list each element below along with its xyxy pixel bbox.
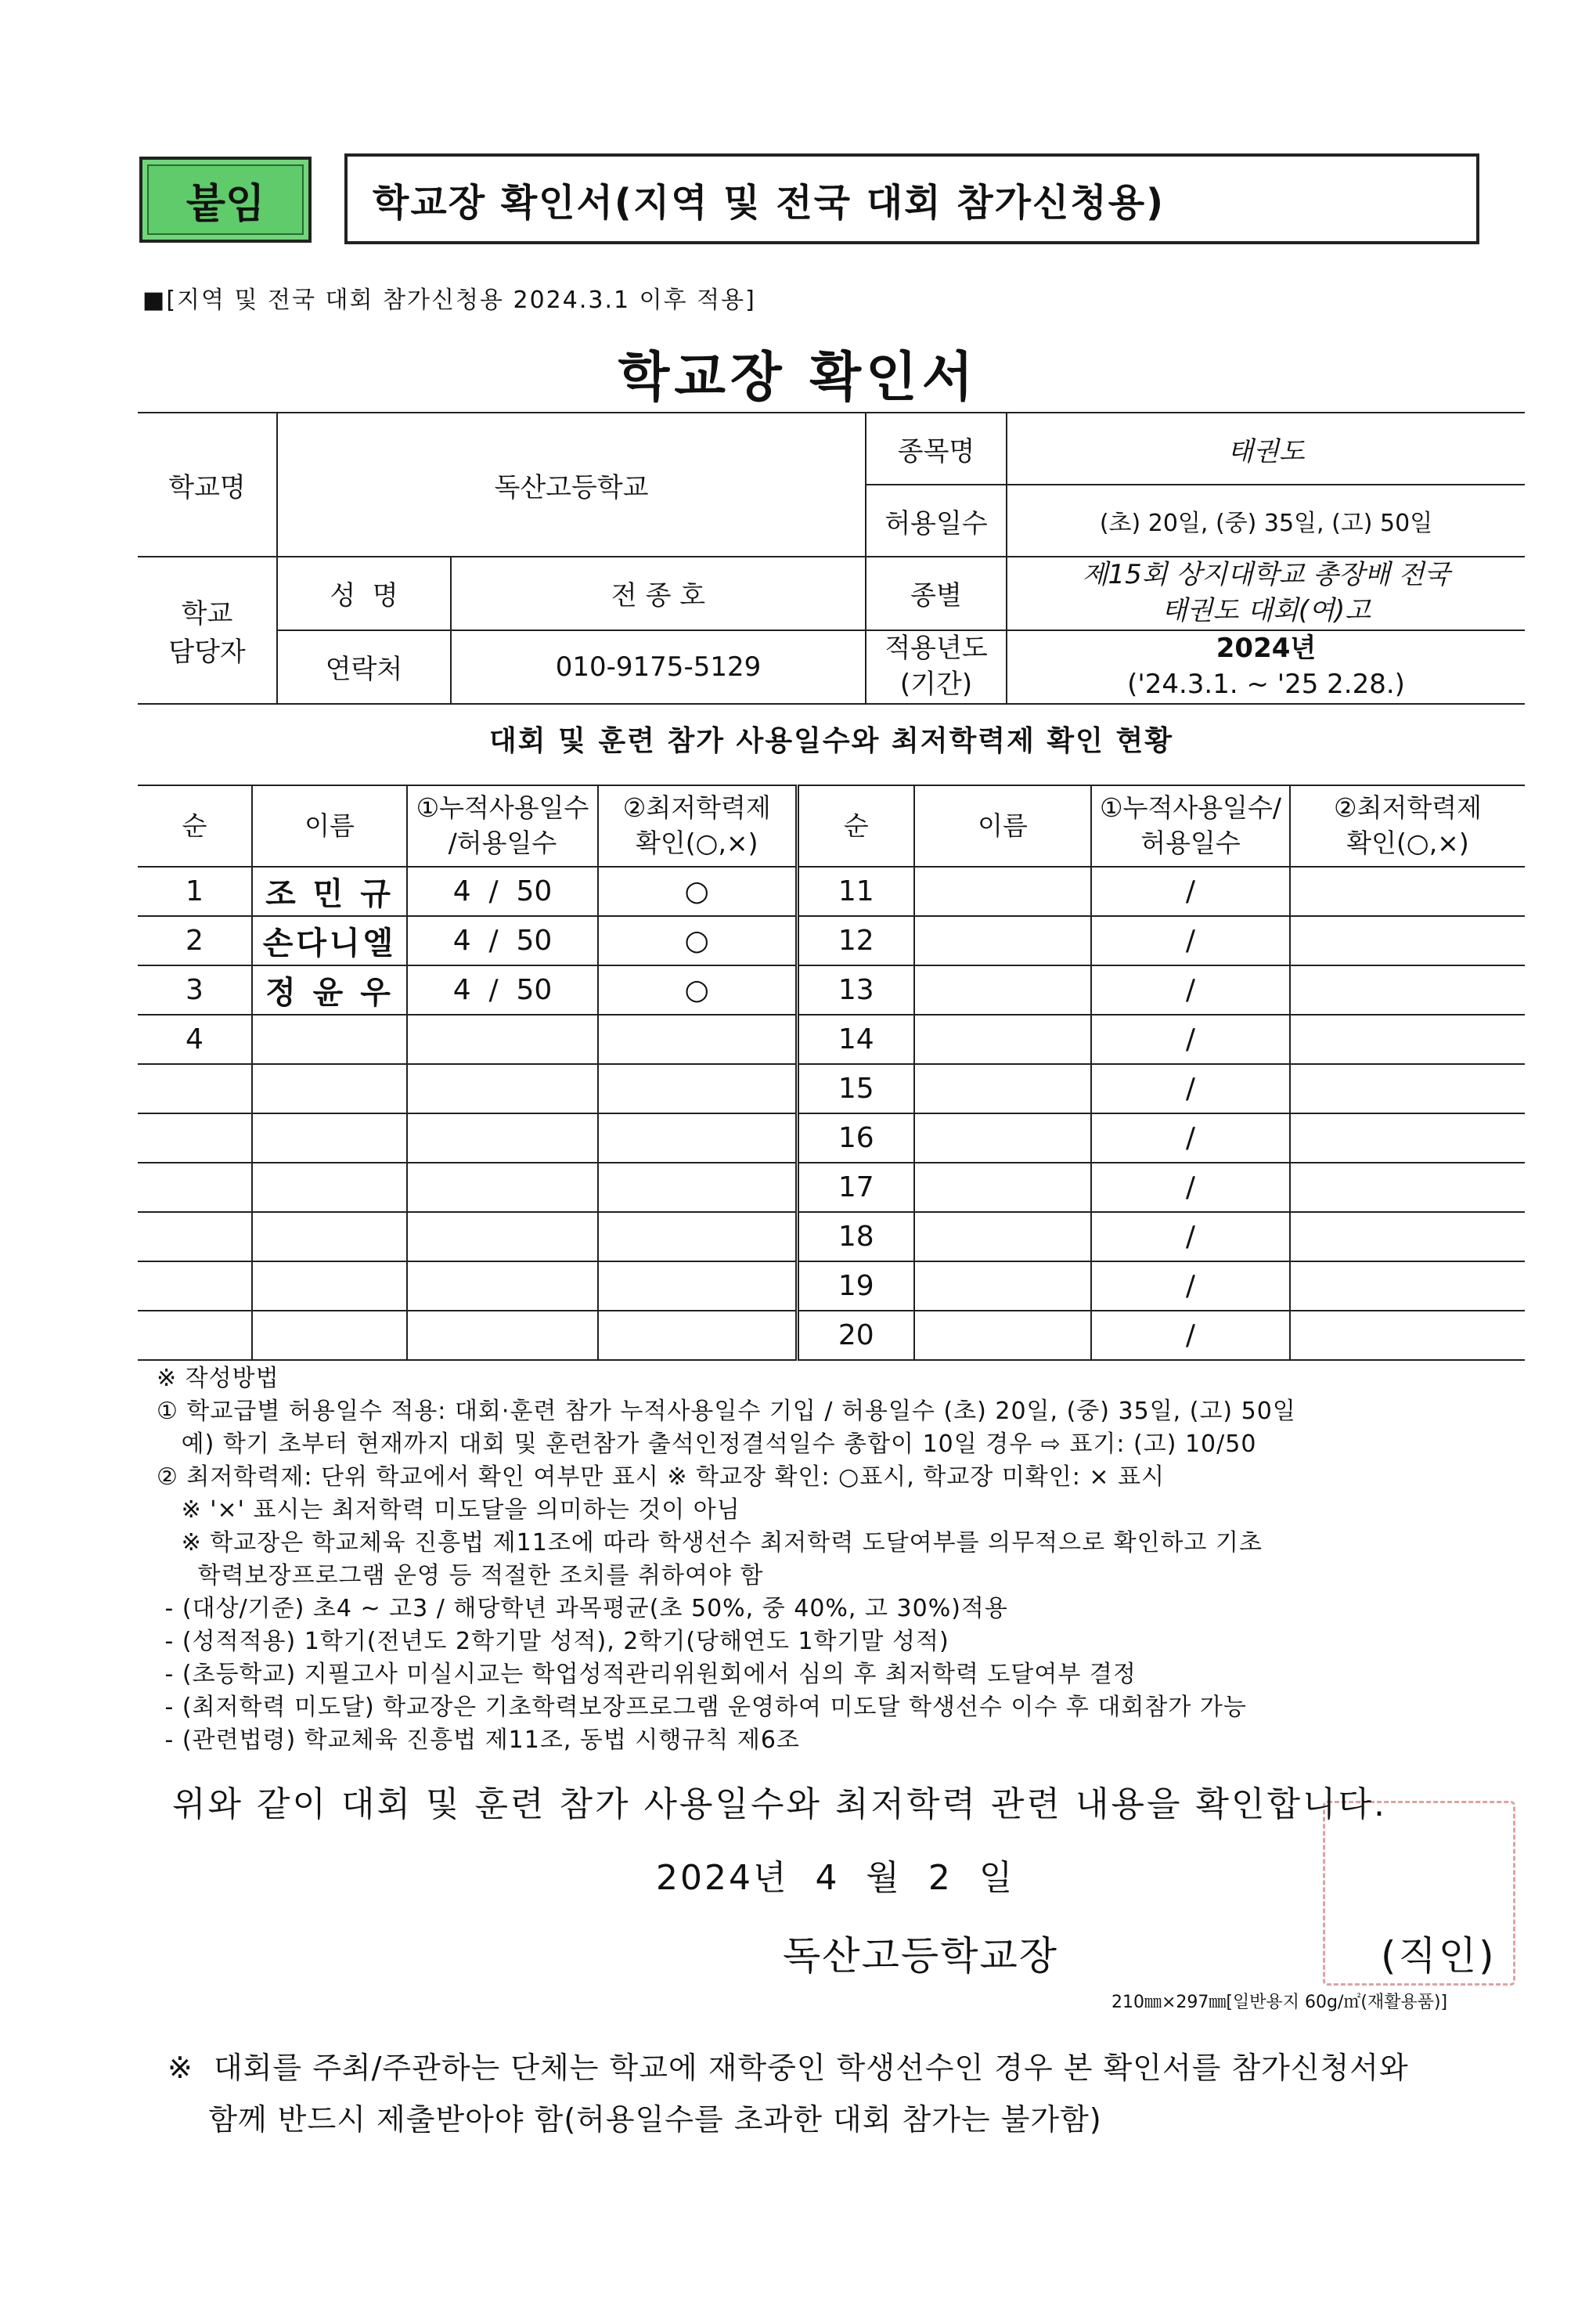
instruction-line: ② 최저학력제: 단위 학교에서 확인 여부만 표시 ※ 학교장 확인: ○표시, 학교장 미확인: × 표시 bbox=[157, 1463, 1165, 1491]
col-days-right-line1: ①누적사용일수/ bbox=[1100, 792, 1281, 824]
name-value: 전 종 호 bbox=[451, 557, 866, 630]
year-value-line2: ('24.3.1. ~ '25 2.28.) bbox=[1127, 668, 1405, 700]
roster-cell-no: 3 bbox=[138, 965, 252, 1015]
roster-cell-name bbox=[252, 1015, 407, 1064]
col-name-right: 이름 bbox=[914, 785, 1091, 867]
roster-cell-check: ○ bbox=[598, 867, 797, 916]
school-label: 학교명 bbox=[138, 413, 277, 557]
roster-cell-check2 bbox=[1290, 1311, 1525, 1360]
table-row bbox=[138, 965, 1525, 1015]
instruction-line: ① 학교급별 허용일수 적용: 대회·훈련 참가 누적사용일수 기입 / 허용일수 (초) 20일, (중) 35일, (고) 50일 bbox=[157, 1398, 1296, 1425]
table-row bbox=[138, 1163, 1525, 1212]
allowed-days-value: (초) 20일, (중) 35일, (고) 50일 bbox=[1007, 485, 1525, 557]
roster-cell-days2: / bbox=[1091, 1015, 1290, 1064]
roster-cell-check: ○ bbox=[598, 916, 797, 965]
instruction-line: - (초등학교) 지필고사 미실시교는 학업성적관리위원회에서 심의 후 최저학력 도달여부 결정 bbox=[157, 1661, 1137, 1688]
roster-cell-no2: 15 bbox=[797, 1064, 914, 1113]
contact-label: 연락처 bbox=[277, 630, 451, 704]
roster-cell-days bbox=[407, 1015, 598, 1064]
roster-cell-check2 bbox=[1290, 1064, 1525, 1113]
roster-cell-check2 bbox=[1290, 1163, 1525, 1212]
col-check bbox=[598, 785, 797, 867]
roster-cell-no bbox=[138, 1311, 252, 1360]
roster-cell-days bbox=[407, 1064, 598, 1113]
roster-cell-no2: 17 bbox=[797, 1163, 914, 1212]
roster-cell-no2: 20 bbox=[797, 1311, 914, 1360]
roster-cell-no bbox=[138, 1261, 252, 1311]
table-row bbox=[138, 867, 1525, 916]
roster-cell-name2 bbox=[914, 1311, 1091, 1360]
roster-cell-check bbox=[598, 1261, 797, 1311]
allowed-days-label: 허용일수 bbox=[866, 485, 1007, 557]
document-heading-box bbox=[344, 153, 1479, 244]
col-check-right-line1: ②최저학력제 bbox=[1334, 792, 1482, 824]
roster-cell-check bbox=[598, 1113, 797, 1163]
col-no-right: 순 bbox=[797, 785, 914, 867]
roster-cell-no2: 12 bbox=[797, 916, 914, 965]
roster-cell-no2: 11 bbox=[797, 867, 914, 916]
roster-cell-days2: / bbox=[1091, 1163, 1290, 1212]
roster-cell-no bbox=[138, 1064, 252, 1113]
paper-spec: 210㎜×297㎜[일반용지 60g/㎡(재활용품)] bbox=[1111, 1993, 1448, 2012]
year-label-line1: 적용년도 bbox=[884, 632, 988, 664]
event-value-line2: 태권도 대회(여)고 bbox=[1161, 594, 1371, 626]
instruction-line: ※ '×' 표시는 최저학력 미도달을 의미하는 것이 아님 bbox=[157, 1496, 740, 1524]
roster-cell-days2: / bbox=[1091, 1113, 1290, 1163]
roster-cell-name: 정 윤 우 bbox=[252, 965, 407, 1015]
roster-cell-no bbox=[138, 1163, 252, 1212]
year-value bbox=[1007, 630, 1525, 704]
roster-cell-name2 bbox=[914, 1015, 1091, 1064]
roster-cell-name bbox=[252, 1311, 407, 1360]
roster-cell-no: 2 bbox=[138, 916, 252, 965]
roster-cell-days2: / bbox=[1091, 1064, 1290, 1113]
roster-cell-days2: / bbox=[1091, 1261, 1290, 1311]
table-row bbox=[138, 1261, 1525, 1311]
roster-cell-name bbox=[252, 1261, 407, 1311]
instruction-line: ※ 학교장은 학교체육 진흥법 제11조에 따라 학생선수 최저학력 도달여부를 의무적으로 확인하고 기초 bbox=[157, 1529, 1263, 1557]
col-no: 순 bbox=[138, 785, 252, 867]
col-check-right bbox=[1290, 785, 1525, 867]
badge-label: 붙임 bbox=[147, 164, 304, 235]
col-check-line2: 확인(○,×) bbox=[636, 828, 758, 858]
instruction-line: - (성적적용) 1학기(전년도 2학기말 성적), 2학기(당해연도 1학기말 성적) bbox=[157, 1628, 949, 1655]
staff-label-line2: 담당자 bbox=[168, 636, 246, 668]
info-table bbox=[138, 412, 1525, 705]
roster-cell-days2: / bbox=[1091, 867, 1290, 916]
roster-cell-name: 조 민 규 bbox=[252, 867, 407, 916]
roster-cell-name2 bbox=[914, 867, 1091, 916]
col-days-right bbox=[1091, 785, 1290, 867]
roster-cell-check2 bbox=[1290, 1212, 1525, 1261]
roster-cell-check bbox=[598, 1015, 797, 1064]
roster-cell-check bbox=[598, 1311, 797, 1360]
roster-cell-name2 bbox=[914, 916, 1091, 965]
roster-cell-days2: / bbox=[1091, 916, 1290, 965]
col-check-right-line2: 확인(○,×) bbox=[1346, 828, 1469, 858]
staff-label bbox=[138, 557, 277, 704]
roster-cell-check: ○ bbox=[598, 965, 797, 1015]
roster-cell-days bbox=[407, 1212, 598, 1261]
roster-cell-check2 bbox=[1290, 965, 1525, 1015]
col-days-right-line2: 허용일수 bbox=[1140, 828, 1241, 858]
roster-cell-no2: 14 bbox=[797, 1015, 914, 1064]
sport-value: 태권도 bbox=[1007, 413, 1525, 485]
seal-label: (직인) bbox=[1381, 1933, 1497, 1979]
year-label-line2: (기간) bbox=[899, 668, 973, 700]
table-row bbox=[138, 1113, 1525, 1163]
footer-note bbox=[168, 2042, 1409, 2145]
roster-cell-no: 1 bbox=[138, 867, 252, 916]
roster-cell-days2: / bbox=[1091, 1212, 1290, 1261]
roster-cell-check bbox=[598, 1163, 797, 1212]
col-check-line1: ②최저학력제 bbox=[622, 792, 771, 824]
table-row bbox=[138, 1064, 1525, 1113]
roster-cell-no2: 19 bbox=[797, 1261, 914, 1311]
table-row bbox=[138, 1015, 1525, 1064]
instruction-line: - (최저학력 미도달) 학교장은 기초학력보장프로그램 운영하여 미도달 학생선수 이수 후 대회참가 가능 bbox=[157, 1694, 1247, 1721]
roster-cell-check2 bbox=[1290, 867, 1525, 916]
roster-cell-name bbox=[252, 1212, 407, 1261]
instruction-line: ※ 작성방법 bbox=[157, 1365, 279, 1392]
confirmation-statement: 위와 같이 대회 및 훈련 참가 사용일수와 최저학력 관련 내용을 확인합니다. bbox=[172, 1784, 1387, 1824]
roster-cell-days: 4 / 50 bbox=[407, 867, 598, 916]
school-value: 독산고등학교 bbox=[277, 413, 866, 557]
event-value bbox=[1007, 557, 1525, 630]
contact-value: 010-9175-5129 bbox=[451, 630, 866, 704]
roster-cell-name: 손다니엘 bbox=[252, 916, 407, 965]
instruction-line: - (관련법령) 학교체육 진흥법 제11조, 동법 시행규칙 제6조 bbox=[157, 1726, 800, 1754]
roster-cell-check2 bbox=[1290, 1113, 1525, 1163]
instruction-line: 예) 학기 초부터 현재까지 대회 및 훈련참가 출석인정결석일수 총합이 10일 경우 ⇨ 표기: (고) 10/50 bbox=[157, 1430, 1257, 1458]
roster-cell-no2: 16 bbox=[797, 1113, 914, 1163]
roster-cell-check2 bbox=[1290, 1015, 1525, 1064]
roster-cell-days2: / bbox=[1091, 1311, 1290, 1360]
roster-cell-no bbox=[138, 1212, 252, 1261]
roster-cell-days: 4 / 50 bbox=[407, 916, 598, 965]
footer-line2: 함께 반드시 제출받아야 함(허용일수를 초과한 대회 참가는 불가함) bbox=[168, 2102, 1102, 2137]
roster-cell-name2 bbox=[914, 965, 1091, 1015]
event-value-line1: 제15회 상지대학교 총장배 전국 bbox=[1082, 559, 1450, 590]
roster-table bbox=[138, 785, 1525, 1361]
roster-cell-check2 bbox=[1290, 916, 1525, 965]
confirmation-date: 2024년 4 월 2 일 bbox=[656, 1858, 1015, 1898]
staff-label-line1: 학교 bbox=[181, 597, 233, 630]
roster-cell-no bbox=[138, 1113, 252, 1163]
roster-cell-days bbox=[407, 1261, 598, 1311]
roster-cell-days bbox=[407, 1113, 598, 1163]
roster-cell-name2 bbox=[914, 1261, 1091, 1311]
roster-cell-name2 bbox=[914, 1113, 1091, 1163]
roster-cell-name2 bbox=[914, 1212, 1091, 1261]
applicability-note: ■[지역 및 전국 대회 참가신청용 2024.3.1 이후 적용] bbox=[142, 287, 756, 314]
roster-cell-no2: 18 bbox=[797, 1212, 914, 1261]
instruction-line: 학력보장프로그램 운영 등 적절한 조치를 취하여야 함 bbox=[157, 1562, 764, 1589]
col-days-line1: ①누적사용일수 bbox=[416, 792, 589, 824]
roster-cell-days bbox=[407, 1311, 598, 1360]
col-name: 이름 bbox=[252, 785, 407, 867]
document-heading: 학교장 확인서(지역 및 전국 대회 참가신청용) bbox=[373, 180, 1165, 225]
roster-cell-days2: / bbox=[1091, 965, 1290, 1015]
attachment-badge bbox=[139, 157, 312, 243]
roster-cell-days bbox=[407, 1163, 598, 1212]
year-label bbox=[866, 630, 1007, 704]
roster-cell-check bbox=[598, 1212, 797, 1261]
col-days-line2: /허용일수 bbox=[448, 828, 557, 858]
roster-cell-name bbox=[252, 1113, 407, 1163]
roster-cell-name2 bbox=[914, 1163, 1091, 1212]
roster-cell-check bbox=[598, 1064, 797, 1113]
instruction-line: - (대상/기준) 초4 ~ 고3 / 해당학년 과목평균(초 50%, 중 40%, 고 30%)적용 bbox=[157, 1595, 1008, 1622]
table-row bbox=[138, 1311, 1525, 1360]
sport-label: 종목명 bbox=[866, 413, 1007, 485]
principal-title: 독산고등학교장 bbox=[783, 1933, 1059, 1979]
roster-cell-name bbox=[252, 1163, 407, 1212]
writing-instructions bbox=[157, 1362, 1534, 1757]
roster-cell-no: 4 bbox=[138, 1015, 252, 1064]
name-label: 성 명 bbox=[277, 557, 451, 630]
roster-cell-name2 bbox=[914, 1064, 1091, 1113]
event-label: 종별 bbox=[866, 557, 1007, 630]
col-days bbox=[407, 785, 598, 867]
footer-line1: ※ 대회를 주최/주관하는 단체는 학교에 재학중인 학생선수인 경우 본 확인서를 참가신청서와 bbox=[168, 2051, 1409, 2085]
table-row bbox=[138, 1212, 1525, 1261]
roster-cell-check2 bbox=[1290, 1261, 1525, 1311]
roster-cell-days: 4 / 50 bbox=[407, 965, 598, 1015]
page-title: 학교장 확인서 bbox=[618, 347, 978, 409]
table-row bbox=[138, 916, 1525, 965]
section-title: 대회 및 훈련 참가 사용일수와 최저학력제 확인 현황 bbox=[488, 725, 1174, 757]
roster-cell-no2: 13 bbox=[797, 965, 914, 1015]
year-value-line1: 2024년 bbox=[1216, 632, 1317, 664]
roster-cell-name bbox=[252, 1064, 407, 1113]
